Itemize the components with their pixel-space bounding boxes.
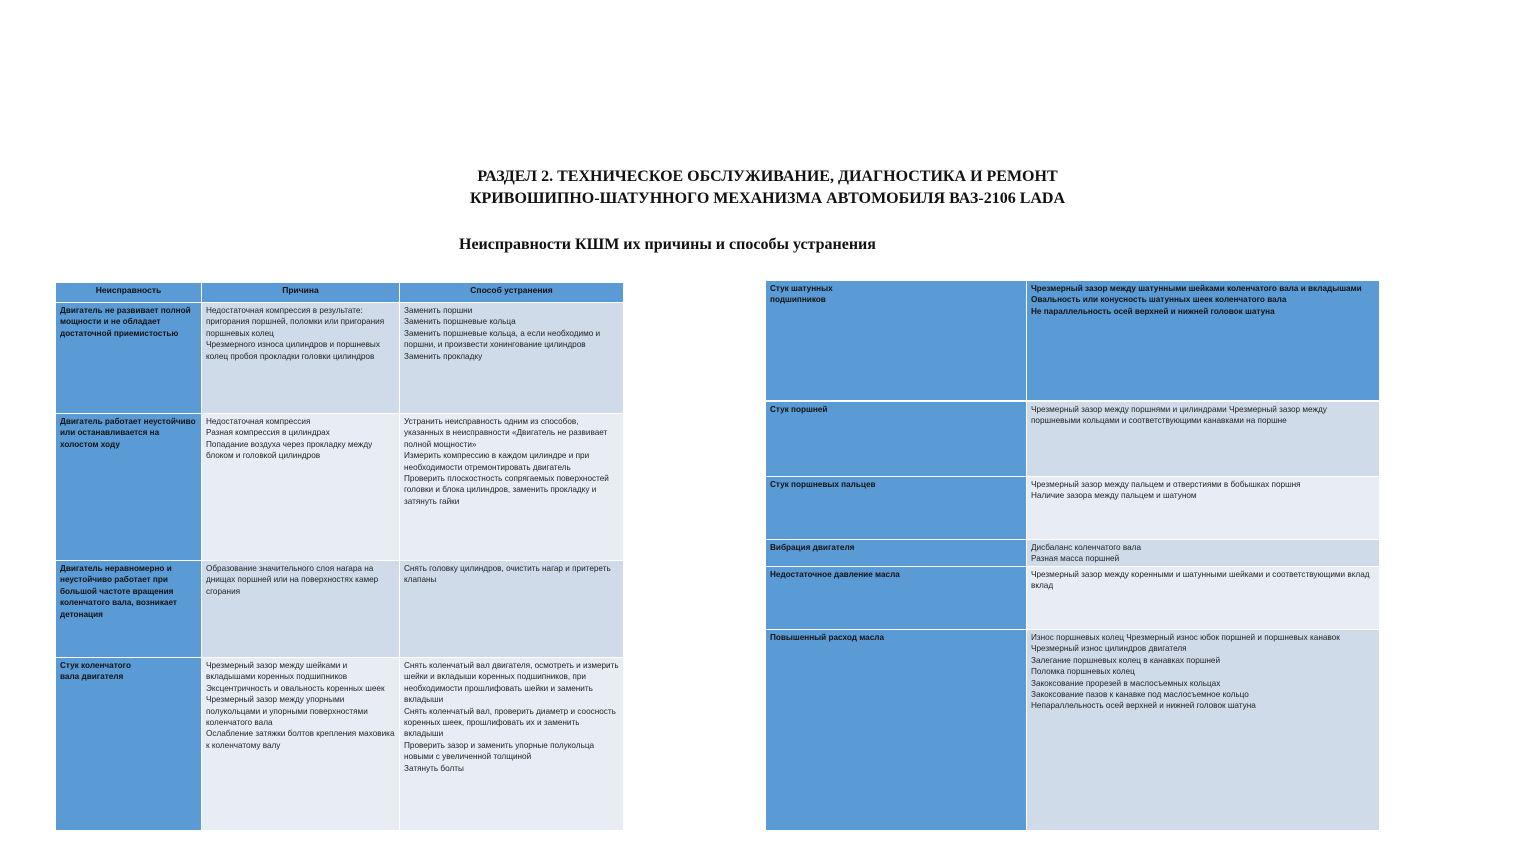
right-row-3-fault: Стук поршневых пальцев [766,477,1026,539]
right-row-3-cause: Чрезмерный зазор между пальцем и отверстиями в бобышках поршня Наличие зазора между пальцем и шатуном [1027,477,1379,539]
table-row-2-fix: Устранить неисправность одним из способов, указанных в неисправности «Двигатель не развивает полной мощности» Измерить компрессию в каждом цилиндре и при необходимости отремонтировать двигатель Проверить плоскостность сопрягаемых поверхностей головки и блока цилиндров, заменить прокладку и затянуть гайки [400,414,623,560]
header-cause: Причина [202,283,399,302]
right-row-4-cause: Дисбаланс коленчатого вала Разная масса поршней [1027,540,1379,566]
table-row-1-fault: Двигатель не развивает полной мощности и не обладает достаточной приемистостью [56,303,201,413]
header-fix: Способ устранения [400,283,623,302]
right-row-1-fault: Стук шатунных подшипников [766,281,1026,400]
table-row-1-fix: Заменить поршни Заменить поршневые кольца Заменить поршневые кольца, а если необходимо и поршни, и произвести хонингование цилиндров Заменить прокладку [400,303,623,413]
right-row-6-cause: Износ поршневых колец Чрезмерный износ юбок поршней и поршневых канавок Чрезмерный износ цилиндров двигателя Залегание поршневых колец в канавках поршней Поломка поршневых колец Закоксование прорезей в маслосъемных кольцах Закоксование пазов к канавке под маслосъемное кольцо Непараллельность осей верхней и нижней головок шатуна [1027,630,1379,830]
table-row-4-cause: Чрезмерный зазор между шейками и вкладышами коренных подшипников Эксцентричность и овальность коренных шеек Чрезмерный зазор между упорными полукольцами и упорными поверхностями коленчатого вала Ослабление затяжки болтов крепления маховика к коленчатому валу [202,658,399,830]
right-row-1-cause: Чрезмерный зазор между шатунными шейками коленчатого вала и вкладышами Овальность или конусность шатунных шеек коленчатого вала Не параллельность осей верхней и нижней головок шатуна [1027,281,1379,400]
table-row-4-fault: Стук коленчатого вала двигателя [56,658,201,830]
right-row-5-cause: Чрезмерный зазор между коренными и шатунными шейками и соответствующими вклад вклад [1027,567,1379,629]
right-row-2-fault: Стук поршней [766,402,1026,476]
table-row-2-fault: Двигатель работает неустойчиво или останавливается на холостом ходу [56,414,201,560]
page-title [300,166,1235,210]
right-row-2-cause: Чрезмерный зазор между поршнями и цилиндрами Чрезмерный зазор между поршневыми кольцами и соответствующими канавками на поршне [1027,402,1379,476]
table-row-3-cause: Образование значительного слоя нагара на днищах поршней или на поверхностях камер сгорания [202,561,399,657]
header-fault: Неисправность [56,283,201,302]
subtitle: Неисправности КШМ их причины и способы устранения [459,236,876,253]
table-row-3-fix: Снять головку цилиндров, очистить нагар и притереть клапаны [400,561,623,657]
table-row-3-fault: Двигатель неравномерно и неустойчиво работает при большой частоте вращения коленчатого вала, возникает детонация [56,561,201,657]
table-row-4-fix: Снять коленчатый вал двигателя, осмотреть и измерить шейки и вкладыши коренных подшипников, при необходимости прошлифовать шейки и заменить вкладыши Снять коленчатый вал, проверить диаметр и соосность коренных шеек, прошлифовать их и заменить вкладыши Проверить зазор и заменить упорные полукольца новыми с увеличенной толщиной Затянуть болты [400,658,623,830]
right-row-6-fault: Повышенный расход масла [766,630,1026,830]
table-row-1-cause: Недостаточная компрессия в результате: пригорания поршней, поломки или пригорания поршневых колец Чрезмерного износа цилиндров и поршневых колец пробоя прокладки головки цилиндров [202,303,399,413]
title-line-2: КРИВОШИПНО-ШАТУННОГО МЕХАНИЗМА АВТОМОБИЛЯ ВАЗ-2106 LADA [469,190,1066,207]
table-row-2-cause: Недостаточная компрессия Разная компрессия в цилиндрах Попадание воздуха через прокладку между блоком и головкой цилиндров [202,414,399,560]
right-row-4-fault: Вибрация двигателя [766,540,1026,566]
right-row-5-fault: Недостаточное давление масла [766,567,1026,629]
title-line-1: РАЗДЕЛ 2. ТЕХНИЧЕСКОЕ ОБСЛУЖИВАНИЕ, ДИАГНОСТИКА И РЕМОНТ [477,168,1058,185]
